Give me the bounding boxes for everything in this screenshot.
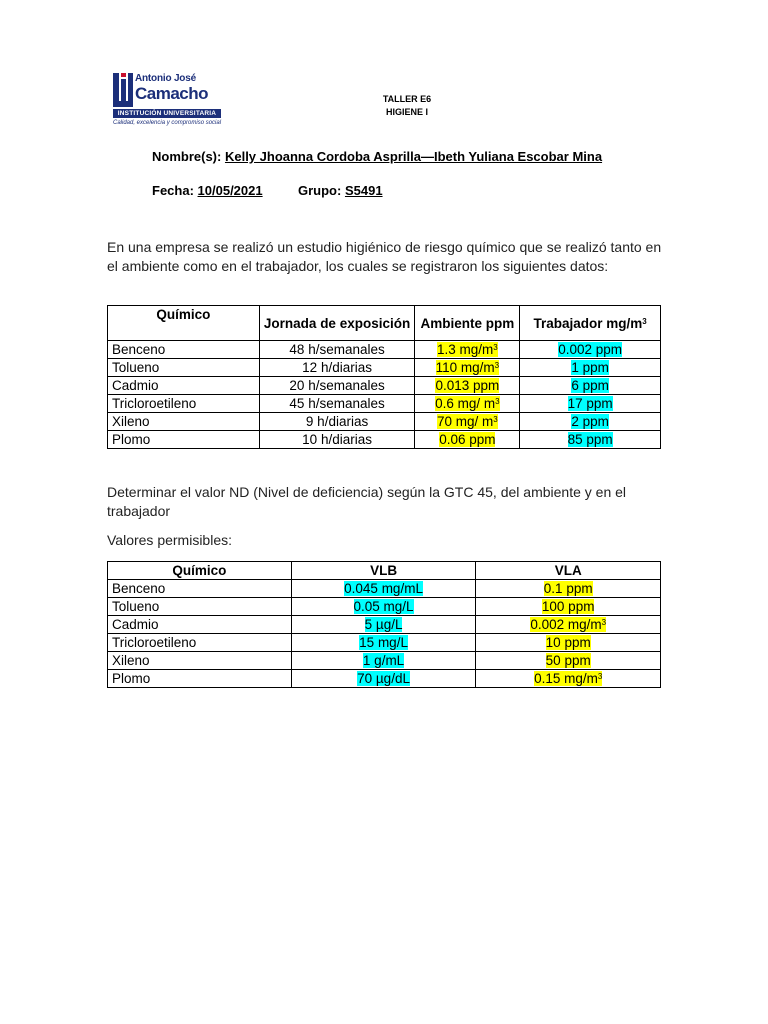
vlb-cell-text: 0.045 mg/mL <box>344 581 423 596</box>
trabajador-cell-value <box>571 360 609 375</box>
vlb-cell-value <box>357 671 410 686</box>
vla-cell-text: 100 ppm <box>541 599 595 614</box>
exposure-row <box>108 341 661 359</box>
quimico2-cell: Xileno <box>108 652 292 670</box>
quimico-cell: Benceno <box>108 341 260 359</box>
trabajador-cell <box>520 341 661 359</box>
logo-mark-icon <box>113 73 133 109</box>
group-value: S5491 <box>344 183 383 198</box>
quimico2-cell: Cadmio <box>108 616 292 634</box>
vlb-cell-value <box>363 653 404 668</box>
vla-cell-text: 50 ppm <box>545 653 591 668</box>
logo-line1: Antonio José <box>135 73 196 84</box>
trabajador-cell-value <box>571 414 609 429</box>
vlb-cell <box>291 652 476 670</box>
quimico-cell: Tricloroetileno <box>108 395 260 413</box>
vla-cell <box>476 670 661 688</box>
ambiente-cell-value <box>439 432 495 447</box>
trabajador-cell <box>520 359 661 377</box>
jornada-cell: 12 h/diarias <box>259 359 415 377</box>
trabajador-cell-text: 1 ppm <box>571 360 609 375</box>
vlb-cell <box>291 670 476 688</box>
ambiente-cell-sup: 3 <box>493 343 498 352</box>
ambiente-cell-value <box>435 396 499 411</box>
quimico-cell: Plomo <box>108 431 260 449</box>
limits-row <box>108 616 661 634</box>
logo-slogan: Calidad, excelencia y compromiso social <box>113 120 222 126</box>
vla-cell-text: 0.002 mg/m <box>530 617 602 632</box>
vlb-cell-value <box>354 599 414 614</box>
quimico2-cell: Benceno <box>108 580 292 598</box>
names-label: Nombre(s): <box>152 149 222 164</box>
ambiente-cell <box>415 431 520 449</box>
ambiente-cell <box>415 413 520 431</box>
trabajador-cell <box>520 395 661 413</box>
ambiente-cell-text: 0.6 mg/ m <box>435 396 496 411</box>
vlb-cell <box>291 580 476 598</box>
quimico-cell: Xileno <box>108 413 260 431</box>
vla-cell <box>476 616 661 634</box>
vla-cell-value <box>546 653 591 668</box>
trabajador-cell-value <box>571 378 609 393</box>
intro-paragraph: En una empresa se realizó un estudio higiénico de riesgo químico que se realizó tanto en el ambiente como en el trabajador, los cuales se registraron los siguientes datos: <box>107 239 662 274</box>
doc-title: TALLER E6 <box>382 94 432 104</box>
ambiente-cell-text: 110 mg/m <box>435 360 495 375</box>
jornada-cell: 10 h/diarias <box>259 431 415 449</box>
vlb-cell-value <box>359 635 408 650</box>
jornada-cell: 20 h/semanales <box>259 377 415 395</box>
limits-row <box>108 670 661 688</box>
vla-cell-value <box>530 617 606 632</box>
vlb-cell-text: 5 µg/L <box>364 617 403 632</box>
group-line <box>298 183 383 198</box>
ambiente-cell-sup: 3 <box>493 415 498 424</box>
trabajador-cell-text: 0.002 ppm <box>558 342 623 357</box>
ambiente-cell-sup: 3 <box>495 397 500 406</box>
col-trabajador-label: Trabajador mg/m <box>533 315 643 331</box>
exposure-row <box>108 413 661 431</box>
jornada-cell: 45 h/semanales <box>259 395 415 413</box>
exposure-header-row <box>108 306 661 341</box>
col-trabajador <box>520 306 661 341</box>
trabajador-cell-value <box>568 396 613 411</box>
task-paragraph: Determinar el valor ND (Nivel de deficiencia) según la GTC 45, del ambiente y en el trabajador <box>107 484 627 519</box>
vlb-cell-text: 0.05 mg/L <box>353 599 414 614</box>
institution-logo <box>113 71 223 129</box>
trabajador-cell <box>520 431 661 449</box>
vla-cell-text: 0.15 mg/m <box>534 671 598 686</box>
exposure-row <box>108 377 661 395</box>
exposure-row <box>108 359 661 377</box>
ambiente-cell-text: 1.3 mg/m <box>436 342 494 357</box>
col-trabajador-sup: 3 <box>642 316 647 326</box>
vla-cell <box>476 580 661 598</box>
col2-quimico: Químico <box>108 562 292 580</box>
ambiente-cell-text: 0.06 ppm <box>439 432 496 447</box>
col-ambiente: Ambiente ppm <box>415 306 520 341</box>
limits-header-row <box>108 562 661 580</box>
quimico-cell: Cadmio <box>108 377 260 395</box>
vla-cell <box>476 652 661 670</box>
jornada-cell: 48 h/semanales <box>259 341 415 359</box>
trabajador-cell <box>520 413 661 431</box>
exposure-row <box>108 395 661 413</box>
vla-cell <box>476 634 661 652</box>
limits-row <box>108 652 661 670</box>
vla-cell-value <box>534 671 602 686</box>
trabajador-cell-text: 85 ppm <box>567 432 613 447</box>
vla-cell-sup: 3 <box>597 672 603 681</box>
ambiente-cell <box>415 395 520 413</box>
logo-line2: Camacho <box>135 84 209 103</box>
col2-vlb: VLB <box>291 562 476 580</box>
permisibles-label: Valores permisibles: <box>107 532 233 548</box>
vlb-cell <box>291 598 476 616</box>
quimico2-cell: Plomo <box>108 670 292 688</box>
vlb-cell-value <box>365 617 403 632</box>
col-quimico: Químico <box>108 306 260 341</box>
logo-band: INSTITUCIÓN UNIVERSITARIA <box>113 109 221 118</box>
trabajador-cell-text: 2 ppm <box>571 414 609 429</box>
ambiente-cell-value <box>436 360 499 375</box>
vla-cell-sup: 3 <box>601 618 607 627</box>
col-jornada: Jornada de exposición <box>259 306 415 341</box>
vla-cell-text: 0.1 ppm <box>543 581 593 596</box>
ambiente-cell <box>415 341 520 359</box>
vla-cell <box>476 598 661 616</box>
trabajador-cell-value <box>568 432 613 447</box>
trabajador-cell-text: 6 ppm <box>571 378 609 393</box>
quimico2-cell: Tolueno <box>108 598 292 616</box>
ambiente-cell-sup: 3 <box>494 361 500 370</box>
date-value: 10/05/2021 <box>197 183 263 198</box>
jornada-cell: 9 h/diarias <box>259 413 415 431</box>
vla-cell-value <box>544 581 593 596</box>
ambiente-cell <box>415 359 520 377</box>
ambiente-cell-value <box>437 414 498 429</box>
limits-row <box>108 598 661 616</box>
ambiente-cell-text: 0.013 ppm <box>435 378 500 393</box>
exposure-row <box>108 431 661 449</box>
trabajador-cell-value <box>558 342 622 357</box>
vla-cell-value <box>542 599 595 614</box>
doc-subtitle: HIGIENE I <box>385 107 428 117</box>
exposure-table <box>107 305 661 449</box>
ambiente-cell-value <box>437 342 498 357</box>
ambiente-cell <box>415 377 520 395</box>
group-label: Grupo: <box>298 183 342 198</box>
limits-row <box>108 634 661 652</box>
col2-vla: VLA <box>476 562 661 580</box>
trabajador-cell <box>520 377 661 395</box>
vlb-cell-text: 1 g/mL <box>362 653 405 668</box>
ambiente-cell-text: 70 mg/ m <box>436 414 494 429</box>
ambiente-cell-value <box>435 378 499 393</box>
limits-row <box>108 580 661 598</box>
quimico2-cell: Tricloroetileno <box>108 634 292 652</box>
vlb-cell <box>291 634 476 652</box>
vlb-cell-text: 70 µg/dL <box>357 671 410 686</box>
vlb-cell <box>291 616 476 634</box>
vla-cell-text: 10 ppm <box>545 635 591 650</box>
quimico-cell: Tolueno <box>108 359 260 377</box>
date-line <box>152 183 263 198</box>
trabajador-cell-text: 17 ppm <box>567 396 613 411</box>
date-label: Fecha: <box>152 183 194 198</box>
limits-table <box>107 561 661 688</box>
names-value: Kelly Jhoanna Cordoba Asprilla—Ibeth Yuliana Escobar Mina <box>224 149 603 164</box>
names-line <box>152 149 602 164</box>
vlb-cell-value <box>344 581 423 596</box>
vla-cell-value <box>546 635 591 650</box>
vlb-cell-text: 15 mg/L <box>359 635 408 650</box>
